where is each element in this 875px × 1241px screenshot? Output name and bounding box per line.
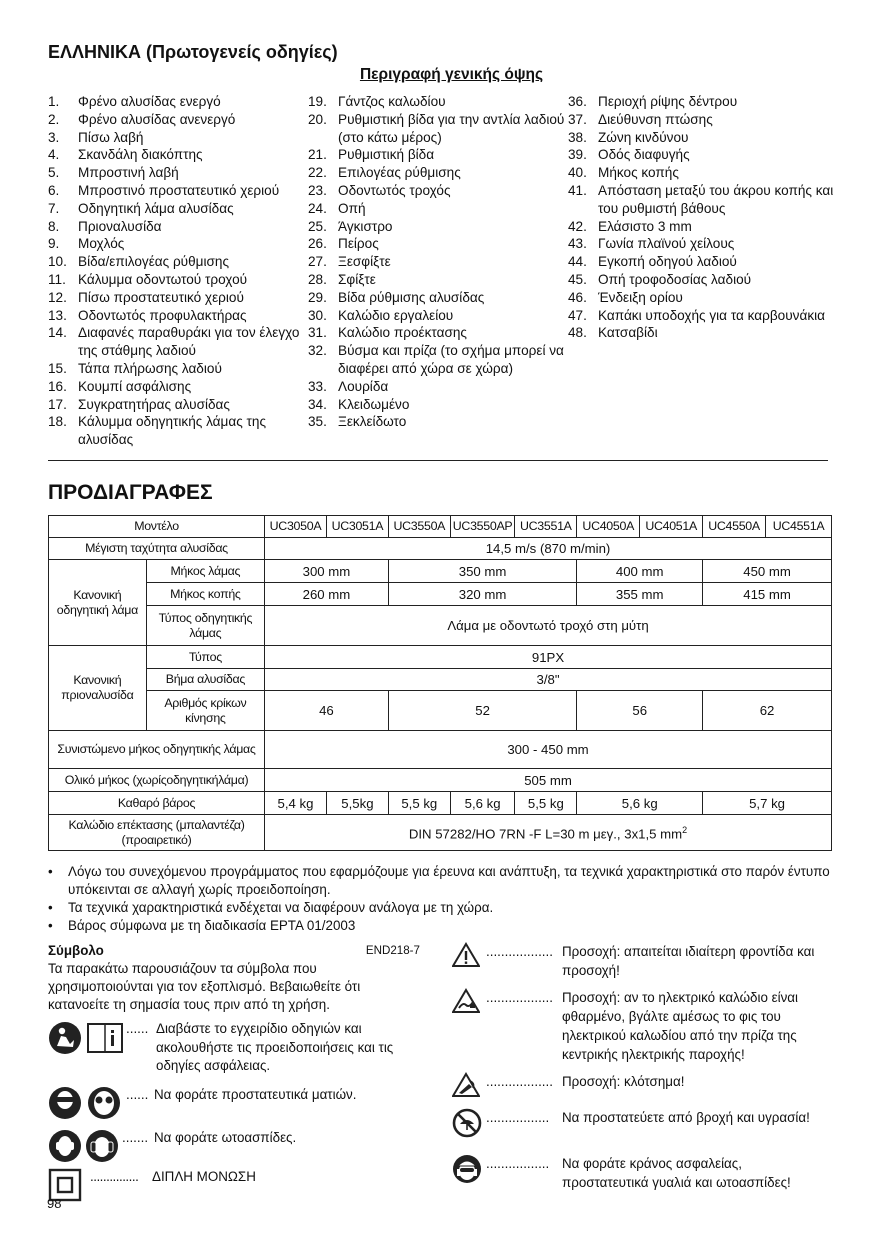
note-text: Τα τεχνικά χαρακτηριστικά ενδέχεται να διαφέρουν ανάλογα με τη χώρα. (68, 900, 494, 915)
table-row (49, 815, 832, 851)
symbol-kickback (452, 1072, 832, 1103)
warning-triangle-icon (452, 942, 486, 980)
recommended-label: Συνιστώμενο μήκος οδηγητικής λάμας (49, 731, 265, 769)
table-row (49, 669, 832, 691)
notes-list (48, 863, 838, 935)
note-item: • Λόγω του συνεχόμενου προγράμματος που εφαρμόζουμε για έρευνα και ανάπτυξη, τα τεχνικά χαρακτηριστικά στο παρόν έντυπο υπόκεινται σε αλλαγή χωρίς προειδοποίηση. (48, 863, 838, 899)
max-speed-label: Μέγιστη ταχύτητα αλυσίδας (49, 538, 265, 560)
read-manual-icons (48, 1020, 126, 1076)
list-item (308, 378, 570, 396)
list-item (308, 342, 570, 378)
list-item-text: Κλειδωμένο (338, 396, 410, 412)
list-item-text: Ζώνη κινδύνου (598, 129, 689, 145)
list-item (308, 182, 570, 200)
list-item (48, 289, 308, 307)
parts-column-3 (568, 93, 838, 342)
parts-column-2 (308, 93, 570, 431)
list-item-text: Καλώδιο προέκτασης (338, 325, 467, 341)
list-item (308, 111, 570, 147)
list-item-number: 42. (568, 218, 587, 234)
list-item-number: 40. (568, 165, 587, 181)
list-item-number: 36. (568, 94, 587, 109)
bar-length-value: 400 mm (577, 560, 703, 583)
table-row (49, 560, 832, 583)
weight-value: 5,4 kg (265, 792, 327, 815)
list-item (568, 271, 838, 289)
list-item-text: Διεύθυνση πτώσης (598, 111, 713, 127)
list-item-text: Ελάσιστο 3 mm (598, 218, 692, 234)
list-item-number: 3. (48, 129, 60, 145)
cut-length-label: Μήκος κοπής (146, 583, 264, 606)
list-item (308, 253, 570, 271)
list-item-text: Ξεκλείδωτο (338, 414, 407, 430)
weight-value: 5,6 kg (577, 792, 703, 815)
symbol-dots: ...... (126, 1087, 149, 1102)
list-item-number: 5. (48, 165, 60, 181)
list-item-text: Κατσαβίδι (598, 325, 658, 341)
table-row (49, 646, 832, 669)
list-item (308, 396, 570, 414)
table-row (49, 792, 832, 815)
list-item (568, 129, 838, 147)
eye-protection-icon (48, 1086, 124, 1120)
list-item (48, 129, 308, 147)
list-item (48, 253, 308, 271)
bar-length-value: 350 mm (388, 560, 576, 583)
list-item-number: 38. (568, 129, 587, 145)
list-item-number: 39. (568, 147, 587, 163)
cut-length-value: 320 mm (388, 583, 576, 606)
list-item-number: 37. (568, 111, 587, 127)
list-item (568, 324, 838, 342)
ear-protection-icon (48, 1129, 120, 1163)
list-item (568, 307, 838, 325)
symbol-dots: .................. (486, 944, 553, 959)
list-item-text: Πίσω προστατευτικό χεριού (78, 289, 244, 305)
symbol-eye-protection (48, 1086, 420, 1126)
list-item-text: Κάλυμμα οδοντωτού τροχού (78, 271, 248, 287)
list-item-number: 6. (48, 182, 60, 198)
kickback-warning-icon (452, 1072, 486, 1103)
list-item (568, 111, 838, 129)
list-item-number: 12. (48, 289, 67, 305)
table-row (49, 538, 832, 560)
list-item-number: 20. (308, 111, 327, 127)
list-item-number: 31. (308, 325, 327, 341)
list-item (308, 93, 570, 111)
symbol-text: Να φοράτε προστατευτικά ματιών. (154, 1087, 357, 1102)
list-item-text: Φρένο αλυσίδας ενεργό (78, 94, 221, 109)
eye-protection-icons (48, 1086, 126, 1126)
weight-label: Καθαρό βάρος (49, 792, 265, 815)
list-item-text: Απόσταση μεταξύ του άκρου κοπής και του ρυθμιστή βάθους (598, 182, 834, 216)
list-item-number: 1. (48, 94, 60, 109)
list-item-text: Σκανδάλη διακόπτης (78, 147, 203, 163)
list-item-text: Πείρος (338, 236, 379, 252)
note-item: • Βάρος σύμφωνα με τη διαδικασία EPTA 01/2003 (48, 918, 356, 933)
list-item (48, 235, 308, 253)
symbol-text: Να φοράτε ωτοασπίδες. (154, 1130, 297, 1145)
list-item-text: Ένδειξη ορίου (598, 289, 683, 305)
list-item-number: 13. (48, 307, 67, 323)
extension-cord-text: DIN 57282/HO 7RN -F L=30 m μεγ., 3x1,5 mm (408, 826, 683, 842)
damaged-cord-warning-icon (452, 988, 486, 1064)
symbol-text: Προσοχή: κλότσημα! (562, 1074, 685, 1089)
list-item (568, 164, 838, 182)
list-item-text: Ρυθμιστική βίδα (338, 147, 435, 163)
overview-title-text: Περιγραφή γενικής όψης (359, 66, 544, 83)
list-item-number: 21. (308, 147, 327, 163)
ear-protection-icons (48, 1129, 122, 1169)
cut-length-value: 415 mm (703, 583, 832, 606)
list-item-number: 30. (308, 307, 327, 323)
model-label: Μοντέλο (49, 516, 265, 538)
list-item-text: Ρυθμιστική βίδα για την αντλία λαδιού (στο κάτω μέρος) (338, 111, 565, 145)
list-item (48, 378, 308, 396)
table-row-models (49, 516, 832, 538)
list-item-text: Μοχλός (78, 236, 125, 252)
list-item-text: Βύσμα και πρίζα (το σχήμα μπορεί να διαφέρει από χώρα σε χώρα) (338, 343, 564, 376)
language-title: ΕΛΛΗΝΙΚΑ (Πρωτογενείς οδηγίες) (48, 42, 338, 62)
table-row (49, 606, 832, 646)
list-item-text: Βίδα/επιλογέας ρύθμισης (78, 254, 230, 270)
list-item-number: 23. (308, 182, 327, 198)
symbols-title: Σύμβολο (48, 943, 104, 958)
list-item-number: 8. (48, 218, 60, 234)
list-item-text: Οπή (338, 200, 366, 216)
symbol-dots: ............... (90, 1169, 139, 1184)
list-item-number: 10. (48, 254, 67, 270)
symbol-text: Να φοράτε κράνος ασφαλείας, προστατευτικά γυαλιά και ωτοασπίδες! (562, 1156, 791, 1190)
list-item-number: 15. (48, 360, 67, 376)
list-item (48, 164, 308, 182)
overview-title (0, 66, 875, 84)
section-divider (48, 460, 828, 461)
list-item (48, 307, 308, 325)
list-item-number: 18. (48, 414, 67, 430)
list-item-text: Κάλυμμα οδηγητικής λάμας της αλυσίδας (78, 414, 267, 448)
list-item (568, 182, 838, 218)
list-item (308, 271, 570, 289)
links-label: Αριθμός κρίκων κίνησης (146, 691, 264, 731)
list-item-text: Τάπα πλήρωσης λαδιού (78, 360, 222, 376)
extension-cord-label: Καλώδιο επέκτασης (μπαλαντέζα) (προαιρετικό) (49, 815, 265, 851)
model-cell: UC4050A (577, 516, 640, 538)
list-item-number: 46. (568, 289, 587, 305)
list-item-number: 44. (568, 254, 587, 270)
list-item-number: 4. (48, 147, 60, 163)
list-item-number: 22. (308, 165, 327, 181)
list-item-text: Επιλογέας ρύθμισης (338, 165, 461, 181)
list-item-text: Πριοναλυσίδα (78, 218, 162, 234)
symbols-code: END218-7 (365, 944, 420, 957)
list-item (568, 146, 838, 164)
list-item-number: 48. (568, 325, 587, 341)
list-item-number: 35. (308, 414, 327, 430)
list-item (48, 360, 308, 378)
list-item-number: 25. (308, 218, 327, 234)
list-item (48, 324, 308, 360)
list-item-text: Διαφανές παραθυράκι για τον έλεγχο της στάθμης λαδιού (78, 325, 300, 359)
symbols-header (48, 942, 420, 1014)
links-value: 46 (265, 691, 389, 731)
list-item (48, 413, 308, 449)
helmet-goggles-ear-icon (452, 1154, 486, 1192)
list-item-text: Οδοντωτός τροχός (338, 182, 451, 198)
list-item-text: Οδηγητική λάμα αλυσίδας (78, 200, 234, 216)
chain-type-label: Τύπος (146, 646, 264, 669)
list-item (308, 413, 570, 431)
symbol-read-manual (48, 1020, 420, 1076)
extension-cord-value (265, 815, 832, 851)
symbol-text: Προσοχή: απαιτείται ιδιαίτερη φροντίδα και προσοχή! (562, 944, 815, 978)
list-item-text: Μπροστινό προστατευτικό χεριού (78, 182, 280, 198)
symbol-helmet-goggles-ear (452, 1154, 832, 1192)
model-cell: UC3551A (515, 516, 577, 538)
list-item-text: Πίσω λαβή (78, 129, 144, 145)
list-item-number: 33. (308, 378, 327, 394)
bar-length-value: 450 mm (703, 560, 832, 583)
links-value: 52 (388, 691, 576, 731)
list-item-text: Λουρίδα (338, 378, 389, 394)
max-speed-value: 14,5 m/s (870 m/min) (265, 538, 832, 560)
model-cell: UC3050A (265, 516, 327, 538)
recommended-value: 300 - 450 mm (265, 731, 832, 769)
list-item-number: 16. (48, 378, 67, 394)
list-item-number: 27. (308, 254, 327, 270)
list-item-text: Οδός διαφυγής (598, 147, 690, 163)
table-row (49, 731, 832, 769)
list-item-text: Μπροστινή λαβή (78, 165, 179, 181)
list-item-number: 24. (308, 200, 327, 216)
list-item (48, 93, 308, 111)
model-cell: UC4550A (703, 516, 766, 538)
model-cell: UC3550AP (450, 516, 515, 538)
pitch-label: Βήμα αλυσίδας (146, 669, 264, 691)
bar-type-value: Λάμα με οδοντωτό τροχό στη μύτη (265, 606, 832, 646)
list-item-text: Περιοχή ρίψης δέντρου (598, 94, 738, 109)
list-item (48, 218, 308, 236)
symbol-dots: .................. (486, 990, 553, 1005)
symbol-protect-from-rain (452, 1108, 832, 1143)
list-item (308, 289, 570, 307)
chain-group: Κανονική πριοναλυσίδα (49, 646, 147, 731)
weight-value: 5,6 kg (450, 792, 515, 815)
model-cell: UC3051A (326, 516, 388, 538)
list-item (48, 200, 308, 218)
list-item (568, 235, 838, 253)
list-item-number: 17. (48, 396, 67, 412)
note-text: Λόγω του συνεχόμενου προγράμματος που εφαρμόζουμε για έρευνα και ανάπτυξη, τα τεχνικά χαρακτηριστικά στο παρόν έντυπο υπόκεινται σε αλλαγή χωρίς προειδοποίηση. (68, 864, 830, 897)
list-item-text: Συγκρατητήρας αλυσίδας (78, 396, 230, 412)
list-item (308, 164, 570, 182)
list-item-text: Βίδα ρύθμισης αλυσίδας (338, 289, 485, 305)
list-item (308, 324, 570, 342)
specifications-table (48, 515, 832, 851)
model-cell: UC4551A (766, 516, 832, 538)
symbol-dots: ...... (126, 1021, 149, 1036)
list-item-text: Άγκιστρο (338, 218, 393, 234)
list-item (568, 218, 838, 236)
list-item (48, 146, 308, 164)
list-item-number: 43. (568, 236, 587, 252)
list-item-text: Γωνία πλαϊνού χείλους (598, 236, 735, 252)
list-item-text: Μήκος κοπής (598, 165, 679, 181)
overall-length-label: Ολικό μήκος (χωρίςοδηγητικήλάμα) (49, 769, 265, 792)
list-item-number: 11. (48, 271, 66, 287)
table-row (49, 583, 832, 606)
list-item-text: Φρένο αλυσίδας ανενεργό (78, 111, 236, 127)
list-item-number: 19. (308, 94, 327, 109)
list-item (308, 235, 570, 253)
table-row (49, 769, 832, 792)
guide-bar-group: Κανονική οδηγητική λάμα (49, 560, 147, 646)
list-item-number: 34. (308, 396, 327, 412)
no-rain-icon (452, 1108, 486, 1143)
read-manual-icon (48, 1020, 124, 1056)
list-item-text: Καλώδιο εργαλείου (338, 307, 454, 323)
symbol-text: Προσοχή: αν το ηλεκτρικό καλώδιο είναι φθαρμένο, βγάλτε αμέσως το φις του ηλεκτρικού καλωδίου από την πρίζα της κεντρικής ηλεκτρικής παροχής! (562, 990, 798, 1062)
symbol-text: ΔΙΠΛΗ ΜΟΝΩΣΗ (152, 1169, 256, 1184)
list-item-number: 45. (568, 271, 587, 287)
symbol-text: Διαβάστε το εγχειρίδιο οδηγιών και ακολουθήστε τις προειδοποιήσεις και τις οδηγίες ασφάλειας. (156, 1021, 394, 1073)
list-item (308, 307, 570, 325)
list-item-text: Γάντζος καλωδίου (338, 94, 446, 109)
list-item-number: 26. (308, 236, 327, 252)
chain-type-value: 91PX (265, 646, 832, 669)
note-item: • Τα τεχνικά χαρακτηριστικά ενδέχεται να διαφέρουν ανάλογα με τη χώρα. (48, 900, 494, 915)
list-item-number: 47. (568, 307, 587, 323)
list-item-number: 41. (568, 182, 587, 198)
list-item-text: Ξεσφίξτε (338, 254, 391, 270)
list-item-number: 7. (48, 200, 60, 216)
symbol-dots: ................. (486, 1110, 550, 1125)
symbol-double-insulation (48, 1168, 420, 1208)
list-item (48, 182, 308, 200)
list-item-text: Οπή τροφοδοσίας λαδιού (598, 271, 752, 287)
symbols-intro: Τα παρακάτω παρουσιάζουν τα σύμβολα που χρησιμοποιούνται για τον εξοπλισμό. Βεβαιωθείτε ότι κατανοείτε τη σημασία τους πριν από τη χρήση. (48, 961, 361, 1012)
cut-length-value: 260 mm (265, 583, 389, 606)
list-item-number: 9. (48, 236, 60, 252)
symbol-damaged-cord (452, 988, 832, 1064)
symbol-text: Να προστατεύετε από βροχή και υγρασία! (562, 1110, 810, 1125)
list-item (48, 111, 308, 129)
list-item-text: Εγκοπή οδηγού λαδιού (598, 254, 737, 270)
list-item (568, 93, 838, 111)
cut-length-value: 355 mm (577, 583, 703, 606)
list-item (48, 271, 308, 289)
list-item (308, 218, 570, 236)
weight-value: 5,5 kg (388, 792, 450, 815)
list-item (308, 146, 570, 164)
overall-length-value: 505 mm (265, 769, 832, 792)
extension-cord-sup: 2 (682, 825, 688, 836)
list-item-number: 2. (48, 111, 60, 127)
list-item-number: 28. (308, 271, 327, 287)
bar-length-value: 300 mm (265, 560, 389, 583)
list-item-text: Οδοντωτός προφυλακτήρας (78, 307, 247, 323)
links-value: 62 (703, 691, 832, 731)
page-number: 98 (47, 1196, 62, 1211)
list-item (568, 289, 838, 307)
list-item (568, 253, 838, 271)
weight-value: 5,5 kg (515, 792, 577, 815)
list-item-number: 14. (48, 325, 67, 341)
bar-type-label: Τύπος οδηγητικής λάμας (146, 606, 264, 646)
weight-value: 5,5kg (326, 792, 388, 815)
symbol-dots: ....... (122, 1130, 149, 1145)
pitch-value: 3/8" (265, 669, 832, 691)
symbol-caution (452, 942, 832, 980)
model-cell: UC4051A (640, 516, 703, 538)
table-row (49, 691, 832, 731)
model-cell: UC3550A (388, 516, 450, 538)
parts-column-1 (48, 93, 308, 449)
specifications-title: ΠΡΟΔΙΑΓΡΑΦΕΣ (48, 481, 213, 504)
note-text: Βάρος σύμφωνα με τη διαδικασία EPTA 01/2003 (68, 918, 356, 933)
list-item-number: 29. (308, 289, 327, 305)
weight-value: 5,7 kg (703, 792, 832, 815)
symbol-dots: .................. (486, 1074, 553, 1089)
list-item (48, 396, 308, 414)
list-item-text: Σφίξτε (338, 271, 376, 287)
list-item-number: 32. (308, 343, 327, 359)
symbol-ear-protection (48, 1129, 420, 1169)
bar-length-label: Μήκος λάμας (146, 560, 264, 583)
list-item-text: Καπάκι υποδοχής για τα καρβουνάκια (598, 307, 825, 323)
list-item (308, 200, 570, 218)
links-value: 56 (577, 691, 703, 731)
list-item-text: Κουμπί ασφάλισης (78, 378, 192, 394)
symbol-dots: ................. (486, 1156, 550, 1171)
